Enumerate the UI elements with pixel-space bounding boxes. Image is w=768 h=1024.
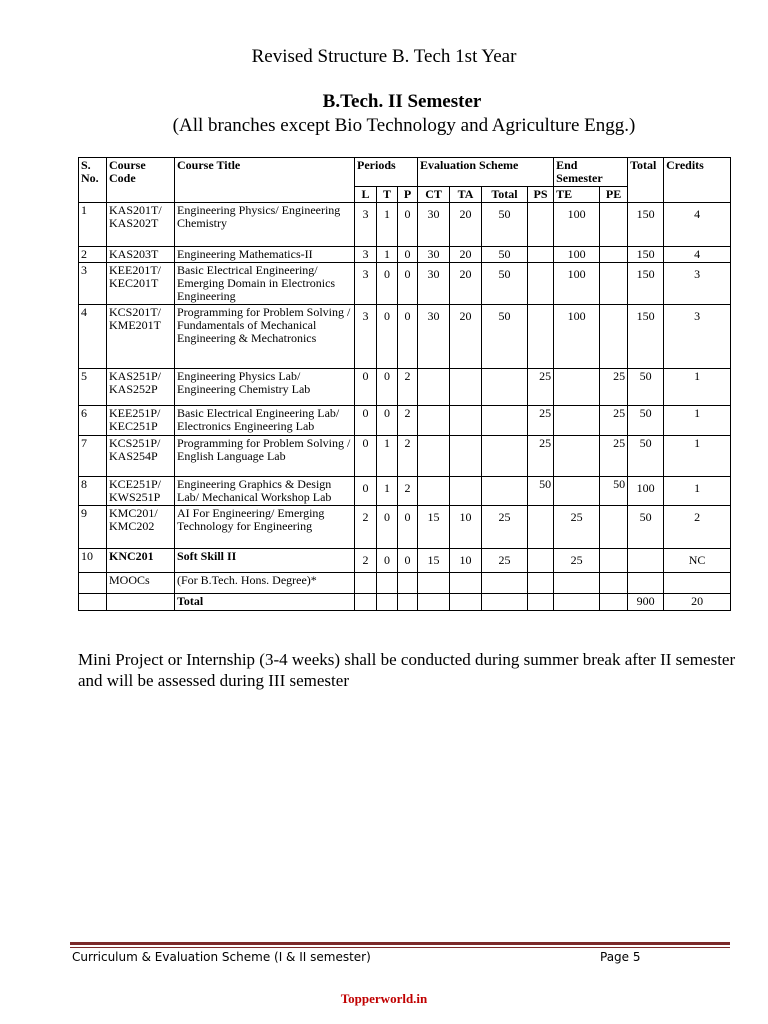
cell-code: KMC201/ KMC202 [107,506,175,549]
cell-ct [418,406,450,436]
cell-ps [528,263,554,305]
cell-credits: 20 [664,594,731,611]
cell-p: 0 [398,305,418,369]
cell-sno [79,594,107,611]
semester-title: B.Tech. II Semester [322,91,482,112]
cell-pe [600,247,628,263]
cell-code: KAS203T [107,247,175,263]
footer-title: Curriculum & Evaluation Scheme (I & II semester) [72,950,371,964]
cell-pe [600,594,628,611]
cell-p: 2 [398,369,418,406]
cell-total [628,549,664,573]
header-t: T [377,187,398,203]
cell-p: 2 [398,477,418,506]
cell-sub: 50 [482,305,528,369]
cell-pe: 25 [600,369,628,406]
cell-t: 1 [377,247,398,263]
table-row [79,369,731,406]
cell-t [377,594,398,611]
cell-credits [664,573,731,594]
cell-sno: 5 [79,369,107,406]
cell-title: Engineering Mathematics-II [175,247,355,263]
cell-t: 1 [377,436,398,477]
cell-total: 50 [628,506,664,549]
cell-sub: 25 [482,549,528,573]
cell-l: 0 [355,436,377,477]
cell-total: 150 [628,247,664,263]
cell-sub [482,573,528,594]
cell-code: KEE251P/ KEC251P [107,406,175,436]
header-evaluation-scheme: Evaluation Scheme [418,158,554,187]
cell-total: 150 [628,203,664,247]
cell-code: KCS251P/ KAS254P [107,436,175,477]
cell-te [554,436,600,477]
table-row [79,549,731,573]
table-row [79,263,731,305]
cell-pe [600,263,628,305]
table-row [79,203,731,247]
header-te: TE [554,187,600,203]
header-sub-total: Total [482,187,528,203]
cell-l: 0 [355,406,377,436]
cell-total: 100 [628,477,664,506]
cell-code: KEE201T/ KEC201T [107,263,175,305]
cell-ta: 20 [450,263,482,305]
cell-code: KCE251P/ KWS251P [107,477,175,506]
cell-pe [600,203,628,247]
cell-t: 0 [377,263,398,305]
cell-sno: 10 [79,549,107,573]
footer-rule-thin [70,947,730,948]
cell-credits: 4 [664,203,731,247]
cell-l: 3 [355,247,377,263]
cell-code: KNC201 [107,549,175,573]
cell-credits: 1 [664,406,731,436]
cell-ps [528,549,554,573]
cell-te: 25 [554,506,600,549]
cell-credits: 1 [664,477,731,506]
header-l: L [355,187,377,203]
cell-ta [450,406,482,436]
cell-te [554,406,600,436]
table-row [79,594,731,611]
cell-l: 2 [355,506,377,549]
cell-sno: 9 [79,506,107,549]
header-periods: Periods [355,158,418,187]
cell-sno: 2 [79,247,107,263]
cell-ps: 25 [528,369,554,406]
cell-te [554,573,600,594]
watermark-text: Topperworld.in [340,991,428,1006]
header-credits: Credits [664,158,731,203]
cell-code: KAS251P/ KAS252P [107,369,175,406]
cell-te [554,369,600,406]
cell-t: 0 [377,506,398,549]
cell-credits: 1 [664,436,731,477]
table-row [79,305,731,369]
cell-ps [528,573,554,594]
cell-credits: 3 [664,305,731,369]
cell-ct: 15 [418,506,450,549]
cell-sno: 7 [79,436,107,477]
cell-sub [482,594,528,611]
cell-p: 0 [398,203,418,247]
cell-pe [600,506,628,549]
page-heading: Revised Structure B. Tech 1st Year [251,46,517,67]
cell-sub [482,369,528,406]
header-ta: TA [450,187,482,203]
cell-l: 3 [355,305,377,369]
cell-title: Total [175,594,355,611]
cell-title: Soft Skill II [175,549,355,573]
cell-sno: 4 [79,305,107,369]
cell-code: KAS201T/ KAS202T [107,203,175,247]
cell-total: 150 [628,263,664,305]
cell-p: 2 [398,436,418,477]
cell-ta [450,594,482,611]
cell-total: 50 [628,406,664,436]
cell-te: 25 [554,549,600,573]
cell-sub [482,477,528,506]
cell-t: 1 [377,203,398,247]
cell-p: 0 [398,549,418,573]
cell-total: 150 [628,305,664,369]
header-p: P [398,187,418,203]
cell-l [355,573,377,594]
cell-ct [418,369,450,406]
header-end-semester: End Semester [554,158,628,187]
cell-credits: 2 [664,506,731,549]
cell-ta: 10 [450,506,482,549]
cell-ct: 30 [418,247,450,263]
cell-pe [600,573,628,594]
cell-pe: 50 [600,477,628,506]
cell-ps [528,305,554,369]
table-row [79,573,731,594]
cell-title: AI For Engineering/ Emerging Technology for Engineering [175,506,355,549]
cell-title: Basic Electrical Engineering Lab/ Electronics Engineering Lab [175,406,355,436]
cell-title: Engineering Physics/ Engineering Chemistry [175,203,355,247]
cell-l [355,594,377,611]
cell-t: 0 [377,305,398,369]
cell-t: 1 [377,477,398,506]
cell-sub: 50 [482,263,528,305]
cell-pe: 25 [600,436,628,477]
cell-pe [600,549,628,573]
header-total: Total [628,158,664,203]
cell-sub [482,406,528,436]
cell-ps: 50 [528,477,554,506]
cell-title: Engineering Graphics & Design Lab/ Mechanical Workshop Lab [175,477,355,506]
cell-t [377,573,398,594]
cell-code [107,594,175,611]
cell-te: 100 [554,305,600,369]
cell-ps: 25 [528,406,554,436]
cell-p [398,573,418,594]
cell-ta [450,573,482,594]
header-ps: PS [528,187,554,203]
cell-ta [450,477,482,506]
cell-p: 2 [398,406,418,436]
cell-ta: 20 [450,203,482,247]
evaluation-scheme-table [78,157,731,611]
cell-title: Basic Electrical Engineering/ Emerging Domain in Electronics Engineering [175,263,355,305]
cell-ct: 30 [418,203,450,247]
cell-te [554,477,600,506]
cell-ct: 15 [418,549,450,573]
table-header-row [79,158,731,187]
table-row [79,506,731,549]
cell-ta: 20 [450,247,482,263]
header-course-title: Course Title [175,158,355,203]
header-course-code: Course Code [107,158,175,203]
cell-p: 0 [398,247,418,263]
cell-code: KCS201T/ KME201T [107,305,175,369]
cell-ta [450,369,482,406]
cell-ct [418,573,450,594]
table-row [79,247,731,263]
cell-l: 0 [355,369,377,406]
page-number: Page 5 [600,950,641,964]
cell-sub: 50 [482,247,528,263]
cell-credits: NC [664,549,731,573]
cell-te: 100 [554,247,600,263]
cell-l: 0 [355,477,377,506]
cell-te [554,594,600,611]
cell-title: (For B.Tech. Hons. Degree)* [175,573,355,594]
footer-rule [70,942,730,945]
cell-ps [528,506,554,549]
cell-l: 3 [355,263,377,305]
table-row [79,436,731,477]
cell-ps [528,203,554,247]
cell-ct: 30 [418,305,450,369]
cell-total: 50 [628,436,664,477]
cell-sno: 1 [79,203,107,247]
cell-t: 0 [377,549,398,573]
cell-credits: 4 [664,247,731,263]
cell-sno: 3 [79,263,107,305]
cell-ct [418,436,450,477]
cell-ta: 10 [450,549,482,573]
table-row [79,406,731,436]
cell-l: 3 [355,203,377,247]
cell-te: 100 [554,203,600,247]
cell-t: 0 [377,369,398,406]
cell-total: 50 [628,369,664,406]
cell-credits: 1 [664,369,731,406]
header-pe: PE [600,187,628,203]
cell-ps [528,594,554,611]
cell-sno: 8 [79,477,107,506]
cell-credits: 3 [664,263,731,305]
cell-ta [450,436,482,477]
cell-sub: 50 [482,203,528,247]
header-sno: S. No. [79,158,107,203]
cell-p [398,594,418,611]
cell-sno [79,573,107,594]
cell-title: Programming for Problem Solving / Fundamentals of Mechanical Engineering & Mechatronics [175,305,355,369]
cell-sub: 25 [482,506,528,549]
cell-total: 900 [628,594,664,611]
cell-p: 0 [398,263,418,305]
cell-te: 100 [554,263,600,305]
cell-total [628,573,664,594]
cell-sno: 6 [79,406,107,436]
cell-t: 0 [377,406,398,436]
internship-note: Mini Project or Internship (3-4 weeks) shall be conducted during summer break after II semester and will be assessed during III semester [78,650,736,690]
semester-subtitle: (All branches except Bio Technology and Agriculture Engg.) [172,115,636,136]
cell-pe: 25 [600,406,628,436]
cell-title: Engineering Physics Lab/ Engineering Chemistry Lab [175,369,355,406]
cell-code: MOOCs [107,573,175,594]
cell-p: 0 [398,506,418,549]
cell-ct [418,477,450,506]
cell-title: Programming for Problem Solving / English Language Lab [175,436,355,477]
cell-ct: 30 [418,263,450,305]
cell-l: 2 [355,549,377,573]
cell-ta: 20 [450,305,482,369]
cell-sub [482,436,528,477]
cell-ps [528,247,554,263]
header-ct: CT [418,187,450,203]
cell-ct [418,594,450,611]
cell-pe [600,305,628,369]
cell-ps: 25 [528,436,554,477]
table-row [79,477,731,506]
